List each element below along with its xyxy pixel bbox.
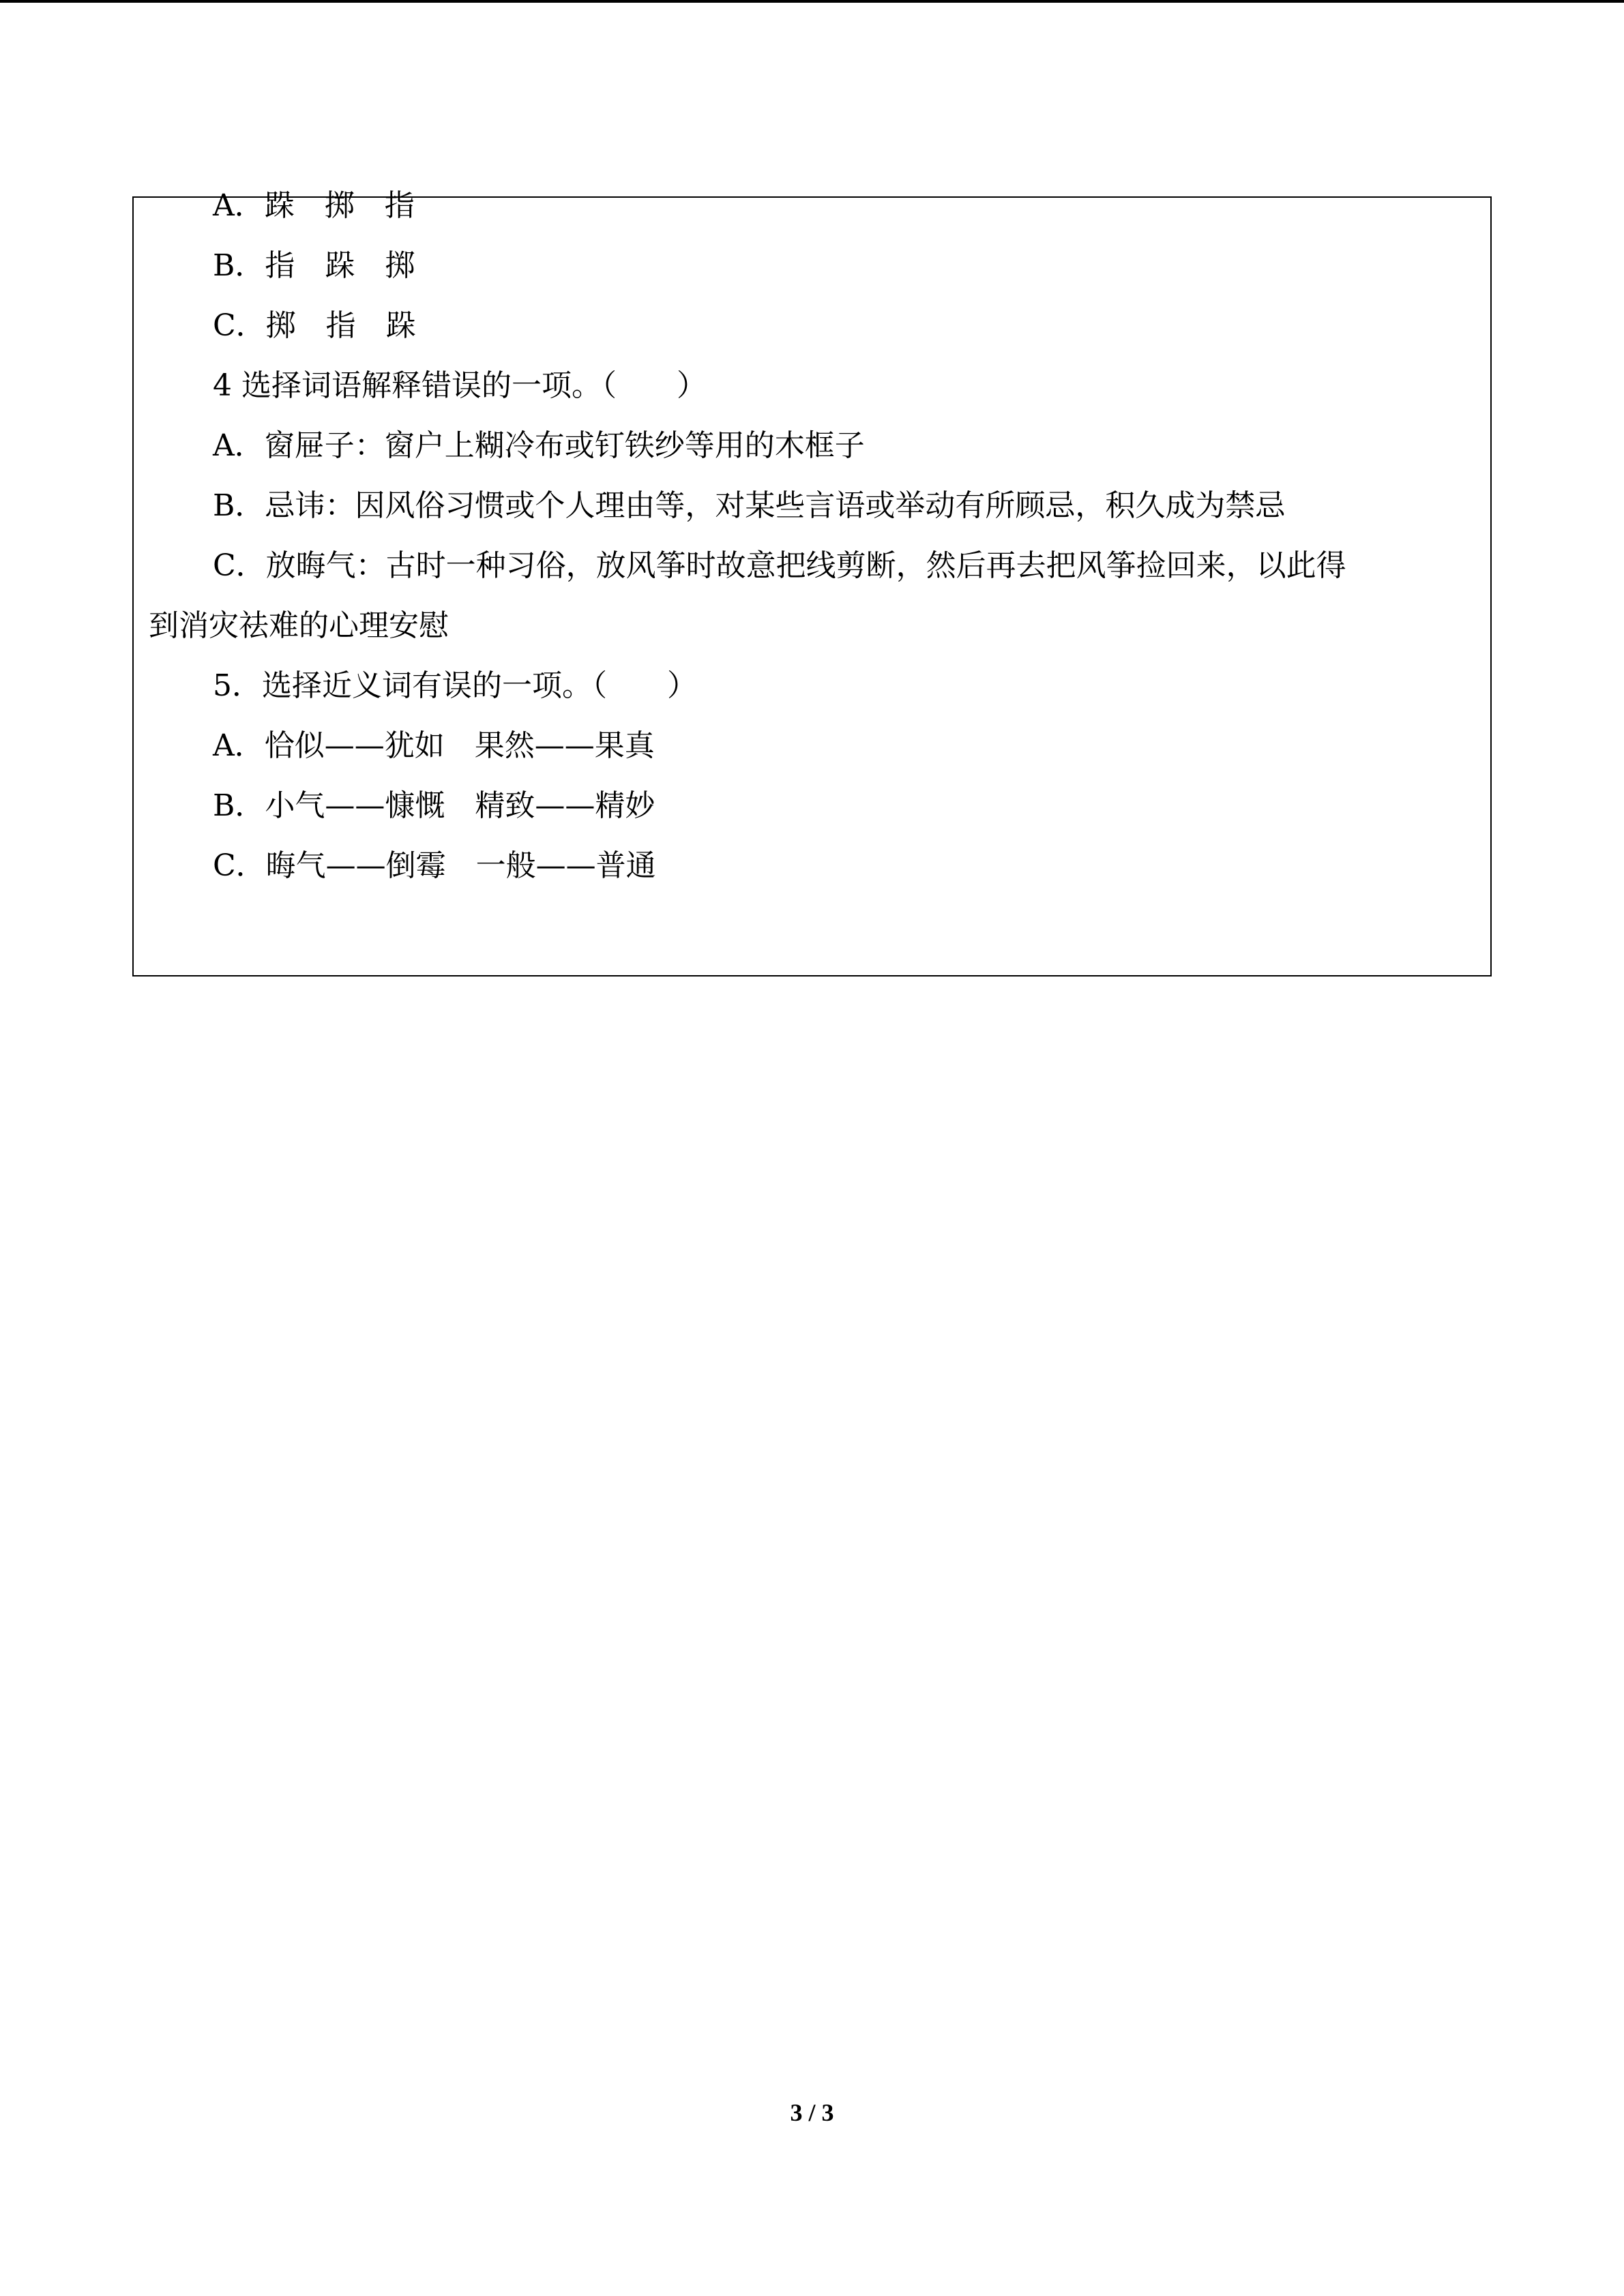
q4-option-c-continued: 到消灾祛难的心理安慰 <box>149 608 449 643</box>
q4-option-a: A．窗屉子：窗户上糊冷布或钉铁纱等用的木框子 <box>213 428 865 463</box>
q5-option-c: C．晦气——倒霉 一般——普通 <box>213 848 656 883</box>
q4-stem: 4 选择词语解释错误的一项。（ ） <box>213 368 707 403</box>
q4-option-c: C．放晦气：古时一种习俗，放风筝时故意把线剪断，然后再去把风筝捡回来，以此得 <box>213 548 1346 583</box>
q3-option-c: C．掷 指 跺 <box>213 308 416 343</box>
q3-option-b: B．指 跺 掷 <box>213 248 415 283</box>
q5-option-a: A．恰似——犹如 果然——果真 <box>213 728 655 763</box>
q3-option-a: A．跺 掷 指 <box>213 188 415 223</box>
q5-stem: 5．选择近义词有误的一项。（ ） <box>213 668 697 703</box>
page-number: 3 / 3 <box>790 2099 834 2126</box>
question-box <box>132 188 1492 976</box>
top-border-rule <box>0 0 1624 3</box>
q5-option-b: B．小气——慷慨 精致——精妙 <box>213 788 655 823</box>
q4-option-b: B．忌讳：因风俗习惯或个人理由等，对某些言语或举动有所顾忌，积久成为禁忌 <box>213 488 1286 523</box>
